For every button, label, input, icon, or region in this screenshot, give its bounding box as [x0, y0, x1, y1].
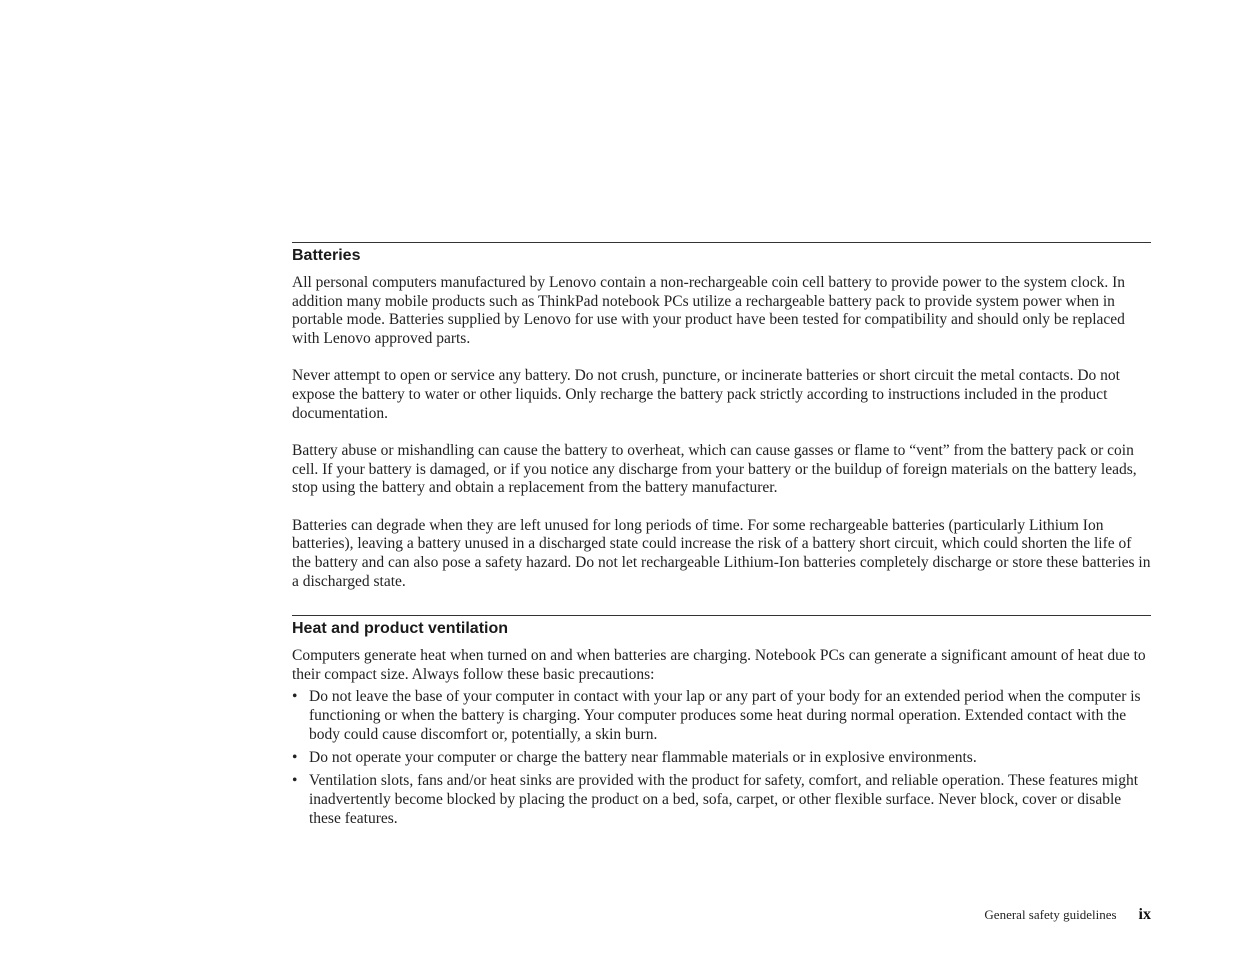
- paragraph: Computers generate heat when turned on and when batteries are charging. Notebook PCs can generate a significant amount of heat due to their compact size. Always follow these basic precautions:: [292, 647, 1146, 683]
- precautions-list: [292, 688, 1151, 828]
- list-item: [292, 772, 1151, 828]
- list-item-text: Do not leave the base of your computer in contact with your lap or any part of your body for an extended period when the computer is functioning or when the battery is charging. Your computer produces some heat during normal operation. Extended contact with the body could cause discomfort or, potentially, a skin burn.: [309, 688, 1141, 743]
- paragraph: Never attempt to open or service any battery. Do not crush, puncture, or incinerate batteries or short circuit the metal contacts. Do not expose the battery to water or other liquids. Only recharge the battery pack strictly according to instructions included in the product documentation.: [292, 367, 1120, 422]
- list-item-text: Do not operate your computer or charge the battery near flammable materials or in explosive environments.: [309, 749, 977, 767]
- section-heading-heat: Heat and product ventilation: [292, 620, 509, 637]
- list-item: [292, 688, 1151, 744]
- heat-ventilation-section: [292, 615, 1151, 833]
- batteries-section: [292, 242, 1151, 591]
- page-number: ix: [1138, 906, 1151, 923]
- paragraph: Battery abuse or mishandling can cause the battery to overheat, which can cause gasses or flame to “vent” from the battery pack or coin cell. If your battery is damaged, or if you notice any discharge from your battery or the buildup of foreign materials on the battery leads, stop using the battery and obtain a replacement from the battery manufacturer.: [292, 441, 1137, 497]
- section-rule: [292, 242, 1151, 243]
- paragraph: All personal computers manufactured by Lenovo contain a non-rechargeable coin cell battery to provide power to the system clock. In addition many mobile products such as ThinkPad notebook PCs utilize a rechargeable battery pack to provide system power when in portable mode. Batteries supplied by Lenovo for use with your product have been tested for compatibility and should only be replaced with Lenovo approved parts.: [292, 274, 1125, 348]
- bullet-icon: •: [292, 749, 298, 767]
- footer-title: General safety guidelines: [984, 907, 1117, 922]
- list-item: [292, 749, 1151, 768]
- page-footer: [984, 906, 1151, 924]
- list-item-text: Ventilation slots, fans and/or heat sinks are provided with the product for safety, comfort, and reliable operation. These features might inadvertently become blocked by placing the product on a bed, sofa, carpet, or other flexible surface. Never block, cover or disable these features.: [309, 772, 1139, 827]
- bullet-icon: •: [292, 688, 298, 706]
- bullet-icon: •: [292, 772, 298, 790]
- section-heading-batteries: Batteries: [292, 247, 361, 264]
- section-rule: [292, 615, 1151, 616]
- paragraph: Batteries can degrade when they are left unused for long periods of time. For some rechargeable batteries (particularly Lithium Ion batteries), leaving a battery unused in a discharged state could increase the risk of a battery short circuit, which could shorten the life of the battery and can also pose a safety hazard. Do not let rechargeable Lithium-Ion batteries completely discharge or store these batteries in a discharged state.: [292, 516, 1151, 590]
